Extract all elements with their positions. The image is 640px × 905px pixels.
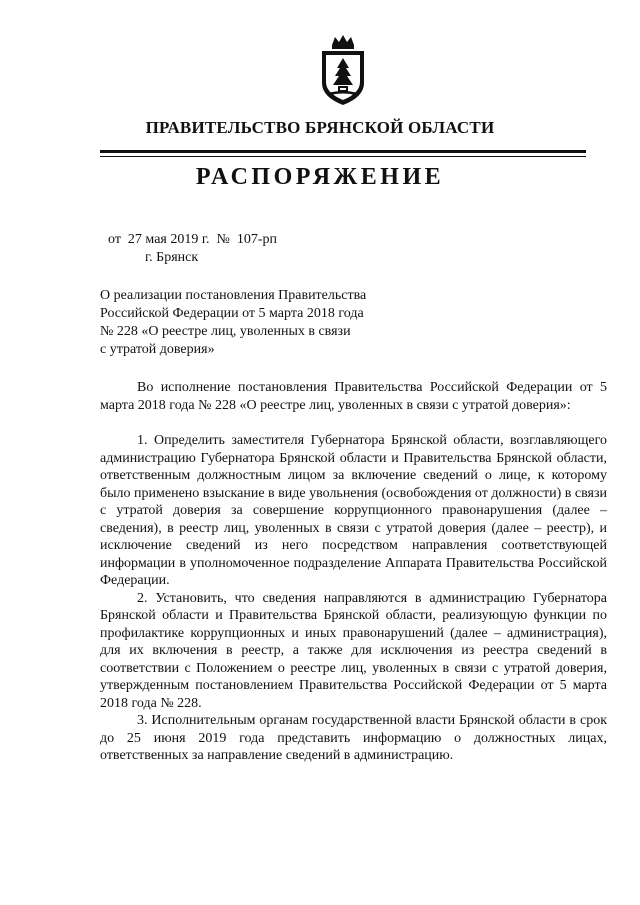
preamble-paragraph: Во исполнение постановления Правительства Российской Федерации от 5 марта 2018 года № 228 «О реестре лиц, уволенных в связи с утратой доверия»:	[100, 380, 607, 413]
preamble-block	[100, 379, 607, 414]
subject-line: О реализации постановления Правительства	[100, 288, 367, 303]
subject-line: с утратой доверия»	[100, 342, 215, 357]
subject-line: № 228 «О реестре лиц, уволенных в связи	[100, 324, 351, 339]
bryansk-coat-of-arms-icon	[318, 35, 368, 107]
header-divider-thick	[100, 150, 586, 153]
order-item-2: 2. Установить, что сведения направляются в администрацию Губернатора Брянской области и Правительства Брянской области, реализующую функции по профилактике коррупционных и иных правонарушений (далее – администрация), для их включения в реестр, а также для исключения из реестра сведений в соответствии с Положением о реестре лиц, уволенных в связи с утратой доверия, утвержденным постановлением Правительства Российской Федерации от 5 марта 2018 года № 228.	[100, 590, 607, 711]
order-item-3: 3. Исполнительным органам государственной власти Брянской области в срок до 25 июня 2019 года представить информацию о должностных лицах, ответственных за направление сведений в администрацию.	[100, 713, 607, 763]
document-subject	[100, 287, 400, 359]
document-type-title: РАСПОРЯЖЕНИЕ	[195, 164, 445, 190]
subject-line: Российской Федерации от 5 марта 2018 года	[100, 306, 364, 321]
order-item-1: 1. Определить заместителя Губернатора Брянской области, возглавляющего администрацию Губернатора Брянской области и Правительства Брянской области, ответственным должностным лицом за включение сведений о лице, к которому было применено взыскание в виде увольнения (освобождения от должности) в связи с утратой доверия за совершение коррупционного правонарушения (далее – сведения), в реестр лиц, уволенных в связи с утратой доверия (далее – реестр), и исключение сведений из него посредством направления соответствующей информации в уполномоченное подразделение Аппарата Правительства Российской Федерации.	[100, 433, 607, 588]
organization-title: ПРАВИТЕЛЬСТВО БРЯНСКОЙ ОБЛАСТИ	[145, 118, 495, 137]
order-items	[100, 432, 607, 765]
document-date-number: от 27 мая 2019 г. № 107-рп	[108, 232, 278, 247]
header-divider-thin	[100, 156, 586, 157]
document-city: г. Брянск	[145, 250, 199, 265]
